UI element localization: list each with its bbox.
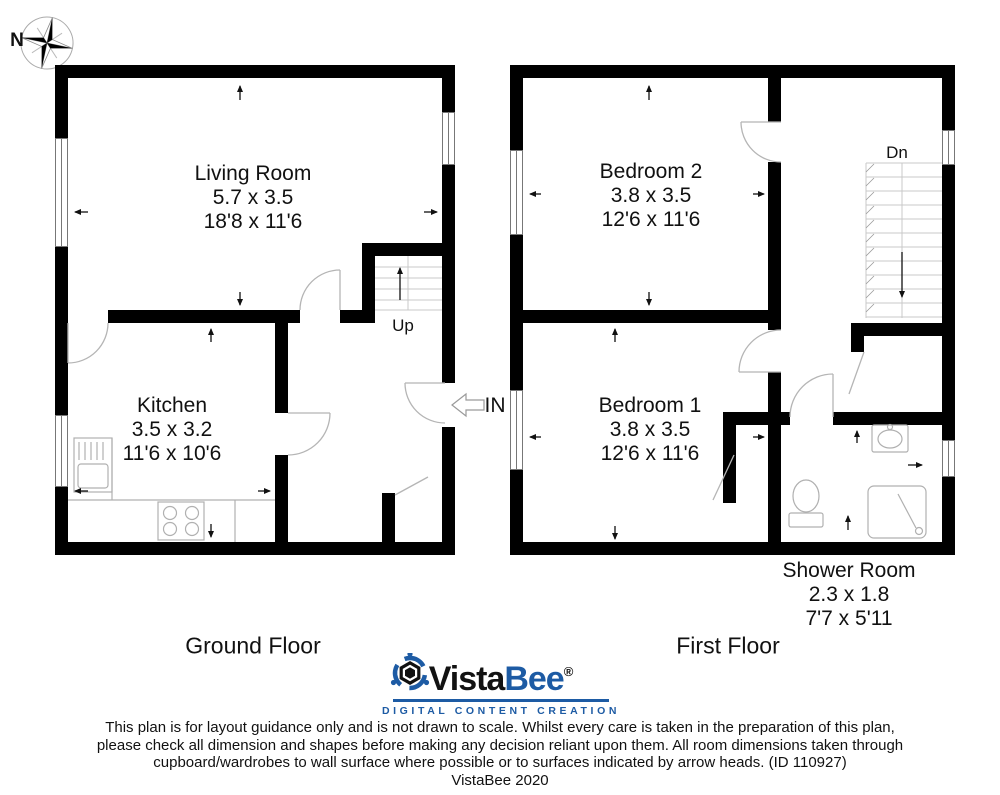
entrance-arrow-icon [452,394,484,416]
room-name: Bedroom 2 [599,160,703,183]
compass-icon [16,12,78,74]
kitchen-hob [158,502,204,540]
window [511,391,523,470]
room-name: Bedroom 1 [598,394,702,417]
room-label-living-room [195,162,312,234]
window [56,139,68,247]
room-label-kitchen [123,394,222,466]
vistabee-logo [381,653,621,717]
stairs-up-label: Up [392,316,414,335]
toilet [789,480,823,527]
vistabee-hex-icon [390,653,430,693]
stairs-up [375,256,442,310]
disclaimer-text [0,719,1000,789]
logo-divider [393,699,609,702]
ground-floor-title: Ground Floor [185,632,321,659]
logo-tagline: DIGITAL CONTENT CREATION [381,704,621,717]
room-size-metric: 3.8 x 3.5 [609,418,691,441]
window [443,113,455,165]
first-floor-title: First Floor [676,632,780,659]
first-floor-plan [510,65,955,555]
room-size-imperial: 11'6 x 10'6 [122,442,222,465]
room-size-metric: 3.5 x 3.2 [131,418,213,441]
room-label-bedroom-2 [600,160,703,232]
kitchen-sink [74,438,112,492]
room-name: Kitchen [136,394,208,417]
room-size-metric: 3.8 x 3.5 [610,184,692,207]
room-size-metric: 2.3 x 1.8 [808,583,890,606]
room-label-shower-room [782,559,915,631]
stairs-down-label: Dn [886,143,908,162]
shower-tray [868,486,926,538]
room-size-metric: 5.7 x 3.5 [212,186,294,209]
wordmark-vista: Vista [428,660,505,698]
disclaimer-line: VistaBee 2020 [451,771,549,789]
window [511,151,523,235]
room-label-bedroom-1 [599,394,702,466]
disclaimer-line: please check all dimension and shapes before making any decision reliant upon them. All room dimensions taken through [96,736,904,754]
disclaimer-line: cupboard/wardrobes to wall surface where possible or to surfaces indicated by arrow heads. (ID 110927) [153,754,847,771]
ground-floor-plan [55,65,484,555]
stairs-down [866,163,942,318]
room-size-imperial: 7'7 x 5'11 [805,607,893,630]
wash-basin [872,425,908,453]
registered-mark: ® [563,664,574,679]
compass-north-label: N [10,30,24,51]
wordmark-bee: Bee [504,660,564,698]
room-name: Living Room [194,162,312,185]
entrance-label: IN [484,394,506,417]
vistabee-wordmark [429,653,574,698]
room-size-imperial: 12'6 x 11'6 [600,442,700,465]
disclaimer-line: This plan is for layout guidance only and is not drawn to scale. Whilst every care is taken in the preparation of this plan, [105,719,895,736]
window [943,441,955,477]
window [56,416,68,487]
room-size-imperial: 12'6 x 11'6 [601,208,701,231]
room-name: Shower Room [782,559,916,582]
room-size-imperial: 18'8 x 11'6 [203,210,303,233]
window [943,131,955,165]
